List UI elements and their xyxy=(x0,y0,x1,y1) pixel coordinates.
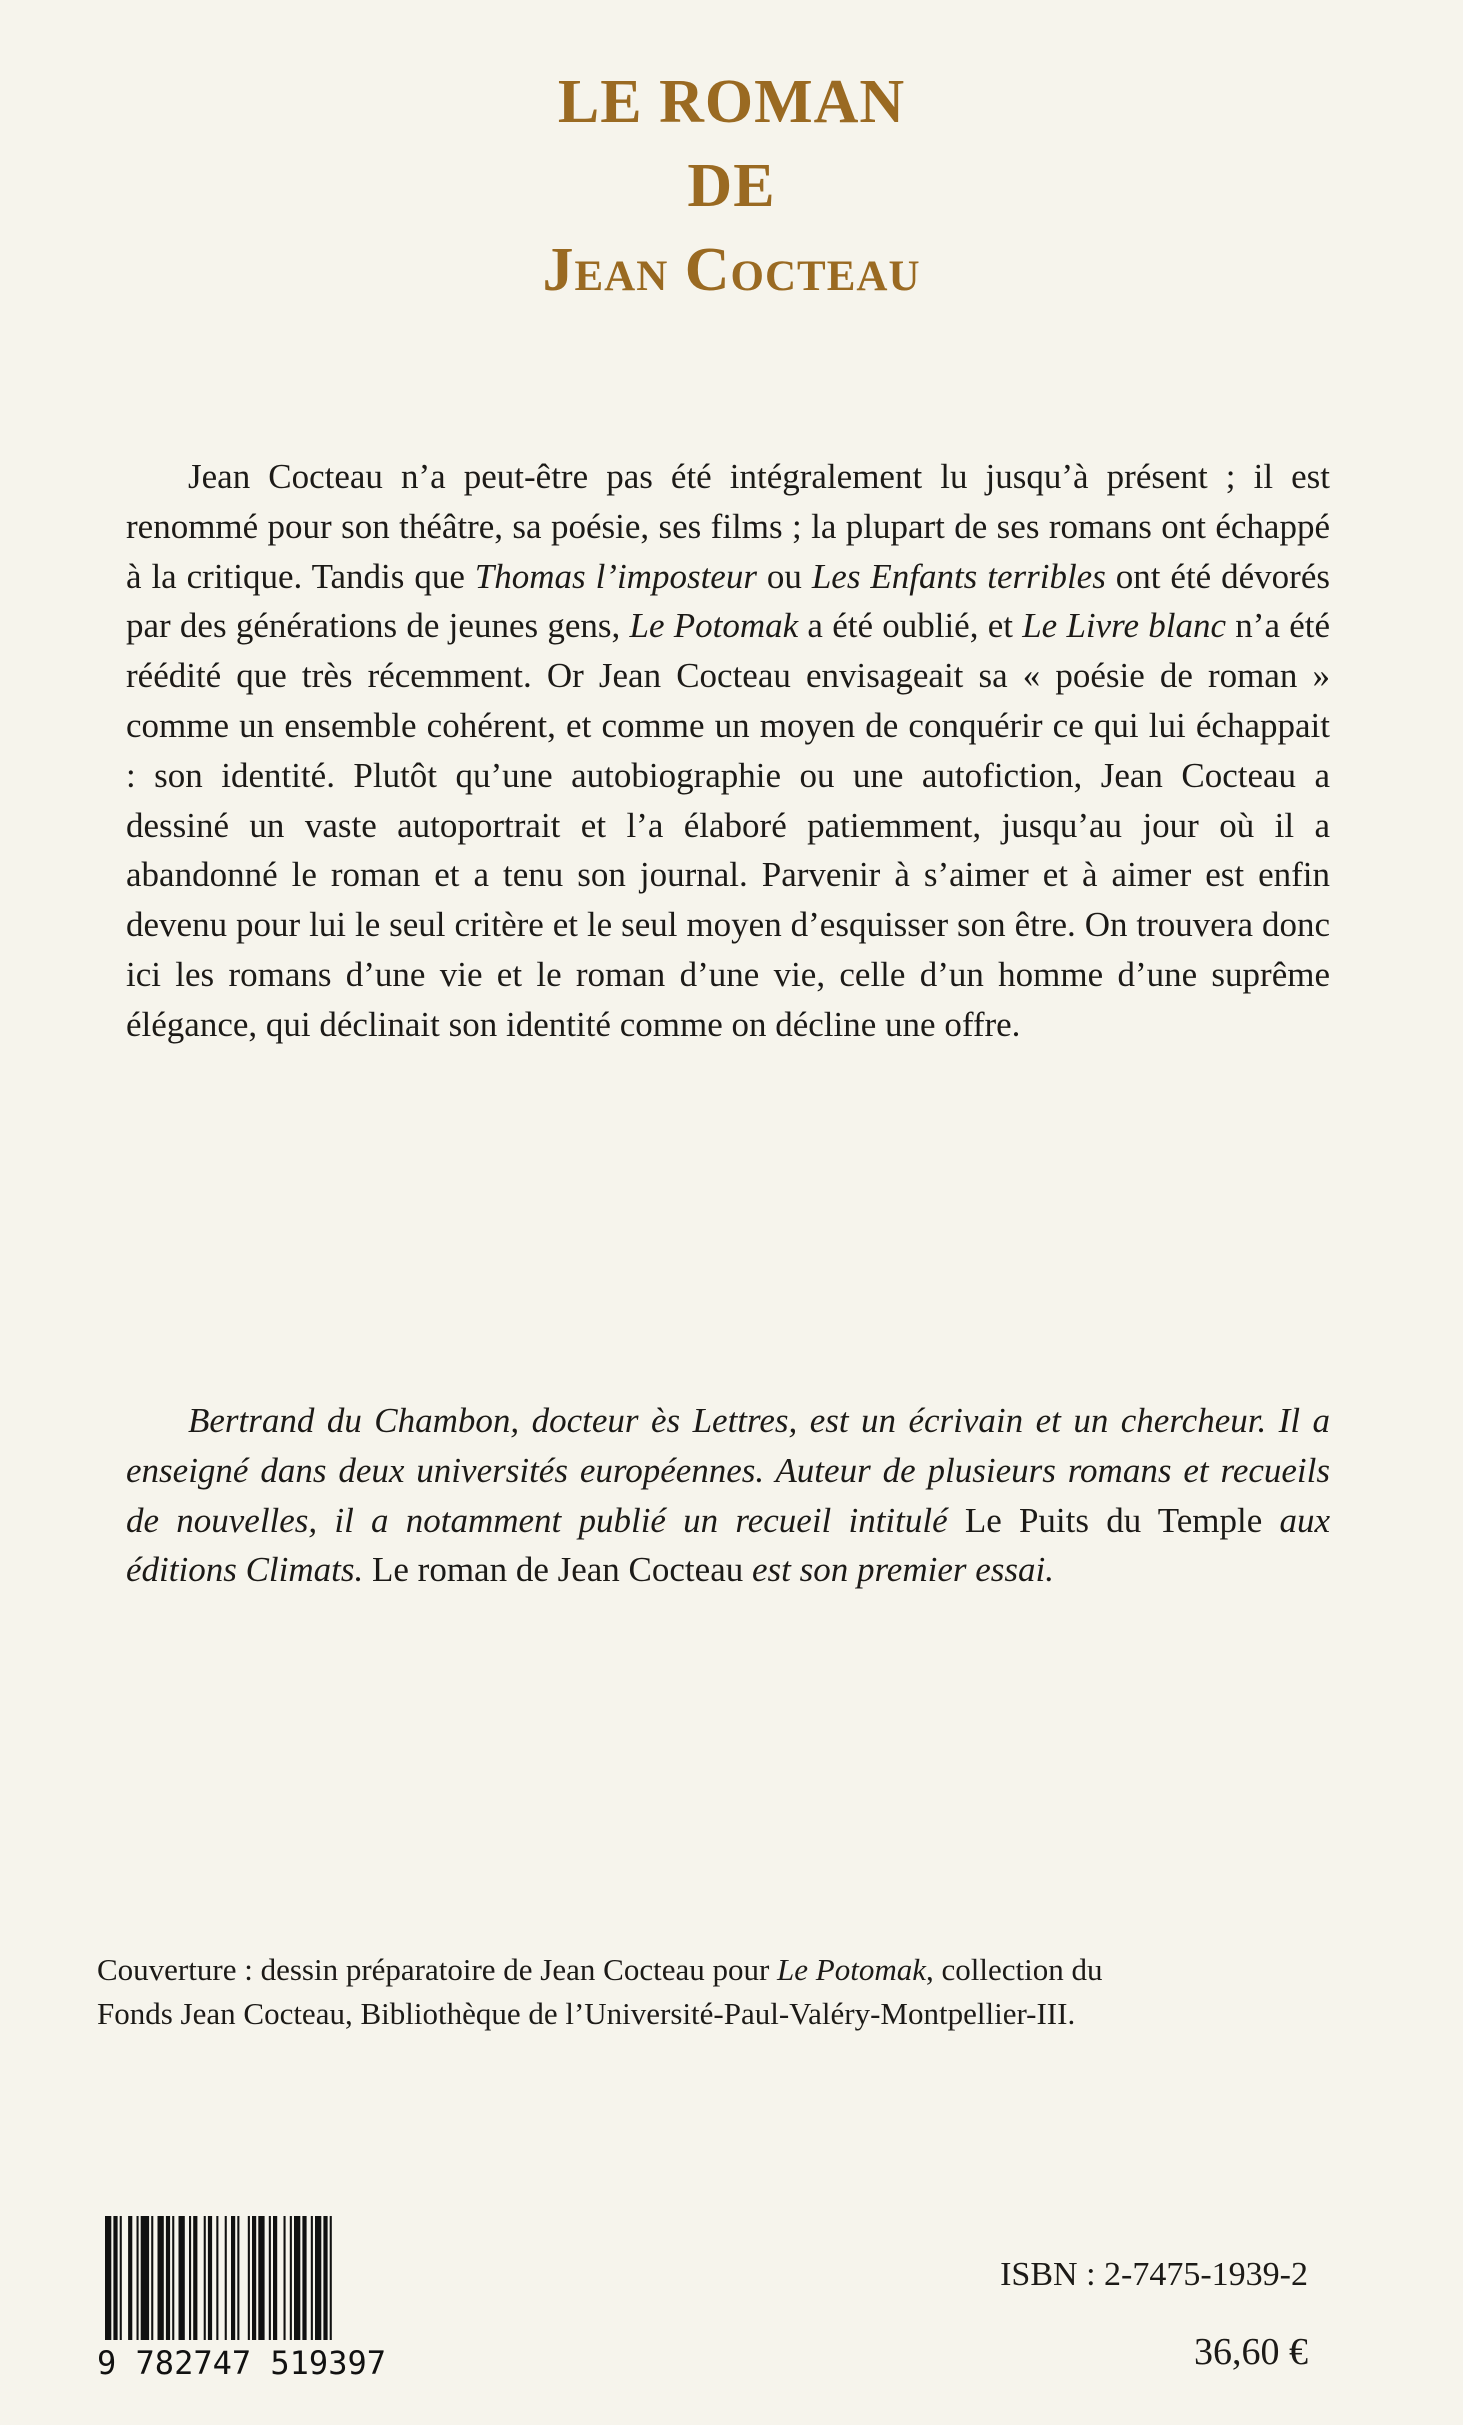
text-run: Thomas l’imposteur xyxy=(474,556,757,596)
barcode-bar xyxy=(330,2216,332,2340)
barcode-bar xyxy=(216,2216,218,2340)
cover-credit xyxy=(97,1948,1337,2036)
book-title xyxy=(0,60,1463,312)
barcode-bar xyxy=(166,2216,170,2340)
barcode-bar xyxy=(290,2216,292,2340)
barcode-bar xyxy=(248,2216,250,2340)
cover-credit-line-1: Couverture : dessin préparatoire de Jean Cocteau pour Le Potomak, collection du xyxy=(97,1952,1103,1987)
title-line-3: Jean Cocteau xyxy=(542,236,921,304)
barcode-bar xyxy=(225,2216,227,2340)
title-line-1: LE ROMAN xyxy=(557,68,906,136)
barcode-bar xyxy=(269,2216,271,2340)
isbn: ISBN : 2-7475-1939-2 xyxy=(1000,2256,1308,2293)
barcode-bar xyxy=(252,2216,256,2340)
text-run: Le Puits du Temple xyxy=(964,1500,1263,1540)
barcode-bar xyxy=(323,2216,327,2340)
barcode-bar xyxy=(204,2216,206,2340)
text-run: est son premier essai. xyxy=(743,1550,1054,1590)
barcode-bar xyxy=(172,2216,174,2340)
barcode-bar xyxy=(137,2216,139,2340)
barcode xyxy=(97,2212,517,2382)
barcode-bar xyxy=(128,2216,132,2340)
text-run: ont été dévorés par des générations de jeunes gens, xyxy=(126,556,1330,646)
text-run: Bertrand du Chambon, docteur ès Lettres, est un écrivain et un chercheur. Il a enseigné dans deux universités européennes. Auteur de plusieurs romans et recueils de nouvelles, il a notamment publié un recueil intitulé xyxy=(126,1401,1330,1540)
text-run: n’a été réédité que très récemment. Or Jean Cocteau envisageait sa « poésie de roman » comme un ensemble cohérent, et comme un moyen de conquérir ce qui lui échappait : son identité. Plutôt qu’une autobiographie ou une autofiction, Jean Cocteau a dessiné un vaste autoportrait et l’a élaboré patiemment, jusqu’au jour où il a abandonné le roman et a tenu son journal. Parvenir à s’aimer et à aimer est enfin devenu pour lui le seul critère et le seul moyen d’esquisser son être. On trouvera donc ici les romans d’une vie et le roman d’une vie, celle d’un homme d’une suprême élégance, qui déclinait son identité comme on décline une offre. xyxy=(126,606,1331,1044)
text-run: Le Livre blanc xyxy=(1022,606,1227,646)
barcode-bar xyxy=(179,2216,185,2340)
author-bio-paragraph xyxy=(126,1396,1330,1595)
text-run: aux éditions Climats. xyxy=(126,1500,1330,1590)
text-run: ou xyxy=(756,556,812,596)
text-run: Les Enfants terribles xyxy=(811,556,1106,596)
barcode-bar xyxy=(294,2216,300,2340)
barcode-bar xyxy=(105,2216,111,2340)
barcode-bar xyxy=(311,2216,313,2340)
barcode-bar xyxy=(284,2216,286,2340)
text-run: Le roman de Jean Cocteau xyxy=(372,1550,744,1590)
price: 36,60 € xyxy=(1194,2331,1308,2373)
barcode-bar xyxy=(151,2216,153,2340)
barcode-bar xyxy=(302,2216,306,2340)
barcode-bar xyxy=(120,2216,122,2340)
text-run: Jean Cocteau n’a peut-être pas été intégralement lu jusqu’à présent ; il est renommé pour son théâtre, sa poésie, ses films ; la plupart de ses romans ont échappé à la critique. Tandis que xyxy=(126,457,1330,596)
barcode-bar xyxy=(113,2216,117,2340)
text-run: a été oublié, et xyxy=(798,606,1023,646)
barcode-bar xyxy=(193,2216,197,2340)
barcode-bar xyxy=(315,2216,321,2340)
barcode-bar xyxy=(273,2216,277,2340)
barcode-bar xyxy=(237,2216,239,2340)
barcode-bar xyxy=(258,2216,264,2340)
title-line-2: DE xyxy=(687,152,776,220)
barcode-bar xyxy=(189,2216,191,2340)
cover-credit-line-2: Fonds Jean Cocteau, Bibliothèque de l’Université-Paul-Valéry-Montpellier-III. xyxy=(97,1996,1076,2031)
summary-paragraph xyxy=(126,452,1330,1050)
text-run: Le Potomak xyxy=(629,606,799,646)
barcode-digits: 9 782747 519397 xyxy=(97,2344,386,2382)
barcode-bar xyxy=(158,2216,164,2340)
barcode-bar xyxy=(231,2216,235,2340)
barcode-bar xyxy=(141,2216,149,2340)
barcode-bar xyxy=(208,2216,212,2340)
